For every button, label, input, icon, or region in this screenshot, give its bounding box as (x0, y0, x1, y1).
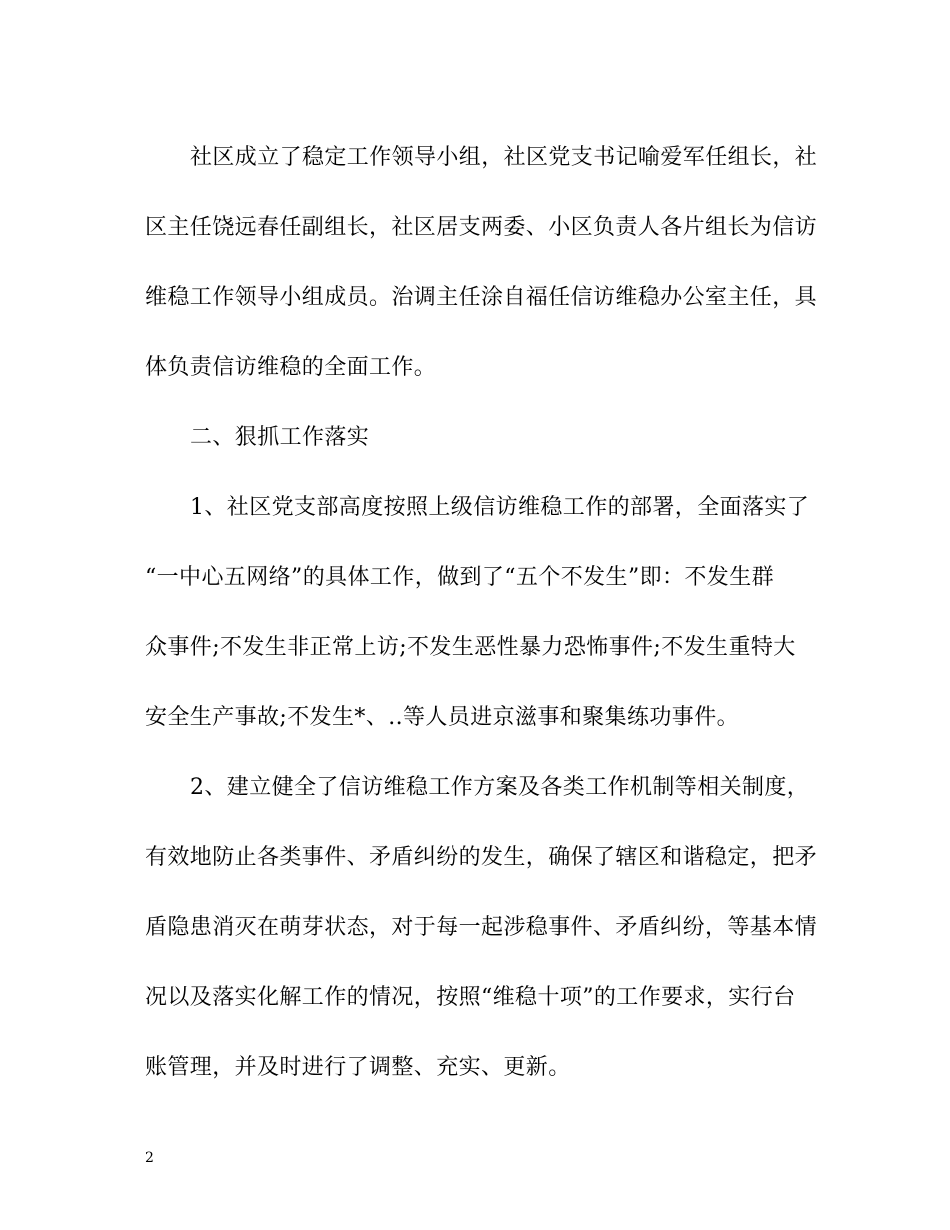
paragraph-line: 1、社区党支部高度按照上级信访维稳工作的部署，全面落实了 (190, 495, 810, 520)
section-heading: 二、狠抓工作落实 (190, 425, 370, 450)
paragraph-line: 账管理，并及时进行了调整、充实、更新。 (145, 1055, 571, 1080)
paragraph-line: “一中心五网络”的具体工作，做到了“五个不发生”即：不发生群 (145, 565, 774, 590)
paragraph-line: 社区成立了稳定工作领导小组，社区党支书记喻爱军任组长，社 (190, 145, 818, 170)
paragraph-line: 体负责信访维稳的全面工作。 (145, 355, 437, 380)
paragraph-line: 维稳工作领导小组成员。治调主任涂自福任信访维稳办公室主任，具 (145, 285, 818, 310)
paragraph-line: 盾隐患消灭在萌芽状态，对于每一起涉稳事件、矛盾纠纷，等基本情 (145, 915, 818, 940)
paragraph-line: 区主任饶远春任副组长，社区居支两委、小区负责人各片组长为信访 (145, 215, 818, 240)
paragraph-line: 有效地防止各类事件、矛盾纠纷的发生，确保了辖区和谐稳定，把矛 (145, 845, 818, 870)
paragraph-line: 安全生产事故;不发生*、..等人员进京滋事和聚集练功事件。 (145, 705, 740, 730)
paragraph-line: 2、建立健全了信访维稳工作方案及各类工作机制等相关制度， (190, 775, 810, 800)
paragraph-line: 况以及落实化解工作的情况，按照“维稳十项”的工作要求，实行台 (145, 985, 796, 1010)
page-number: 2 (145, 1150, 154, 1166)
paragraph-line: 众事件;不发生非正常上访;不发生恶性暴力恐怖事件;不发生重特大 (145, 635, 796, 660)
